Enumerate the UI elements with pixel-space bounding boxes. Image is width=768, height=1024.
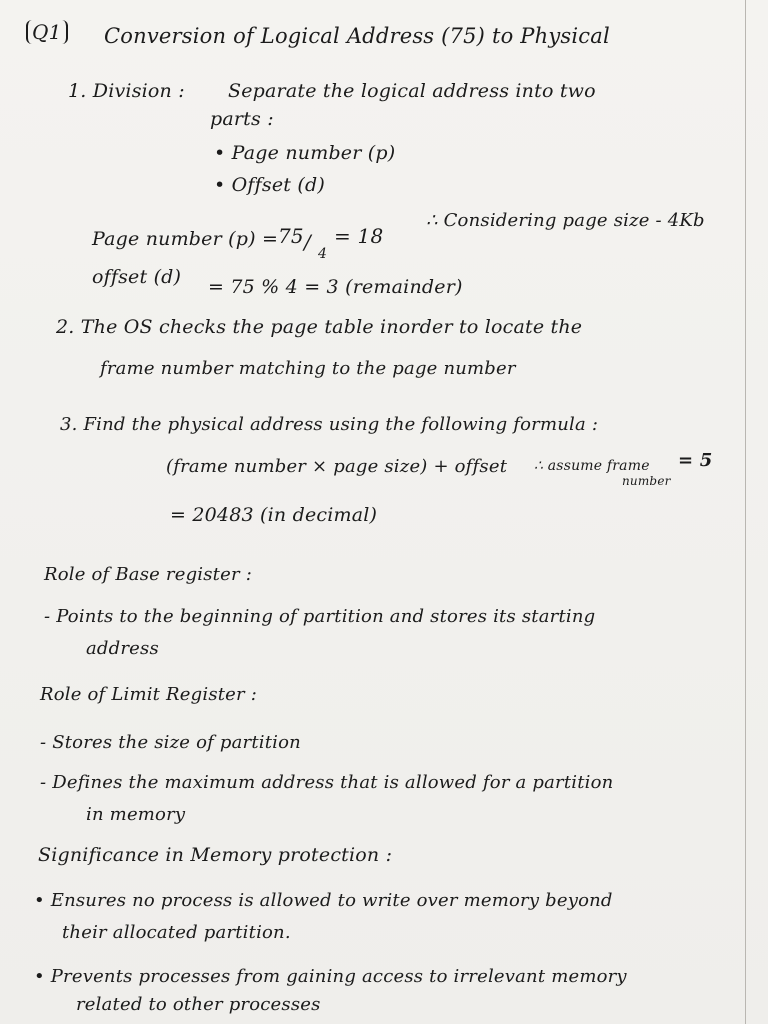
significance-bullet1-line2: their allocated partition. [62,922,291,943]
offset-expression: = 75 % 4 = 3 (remainder) [208,276,463,298]
limit-register-heading: Role of Limit Register : [40,684,258,705]
significance-bullet2-line2: related to other processes [76,994,321,1015]
step2-line1: 2. The OS checks the page table inorder to locate the [56,316,583,338]
significance-bullet1-line1: • Ensures no process is allowed to write over memory beyond [34,890,613,911]
step3-line1: 3. Find the physical address using the following formula : [60,414,599,435]
fraction-slash: / [304,230,311,254]
bullet-offset: • Offset (d) [214,174,325,196]
bullet-page-number: • Page number (p) [214,142,396,164]
physical-address-formula: (frame number × page size) + offset [166,456,508,477]
page-number-numerator: 75 [278,224,304,248]
assume-frame-sub: number [622,474,671,488]
step1-label: 1. Division : [68,80,185,102]
base-register-line1: - Points to the beginning of partition and stores its starting [44,606,596,627]
significance-heading: Significance in Memory protection : [38,844,393,866]
page-number-label: Page number (p) = [92,228,279,250]
limit-register-line2: - Defines the maximum address that is allowed for a partition [40,772,614,793]
page-number-result: = 18 [334,224,384,248]
margin-line [745,0,746,1024]
limit-register-line1: - Stores the size of partition [40,732,301,753]
step2-line2: frame number matching to the page number [100,358,516,379]
step1-text-cont: parts : [210,108,274,130]
significance-bullet2-line1: • Prevents processes from gaining access to irrelevant memory [34,966,627,987]
assume-frame-value: = 5 [678,450,713,471]
base-register-line2: address [86,638,159,659]
page-title: Conversion of Logical Address (75) to Physical [104,24,610,48]
base-register-heading: Role of Base register : [44,564,252,585]
assume-frame-note: ∴ assume frame [534,458,650,474]
page-number-denominator: 4 [318,246,328,262]
physical-address-result: = 20483 (in decimal) [170,504,378,526]
page-size-note: ∴ Considering page size - 4Kb [426,210,705,231]
question-label: Q1 [26,20,68,44]
step1-text: Separate the logical address into two [228,80,596,102]
limit-register-line3: in memory [86,804,186,825]
offset-label: offset (d) [92,266,182,288]
